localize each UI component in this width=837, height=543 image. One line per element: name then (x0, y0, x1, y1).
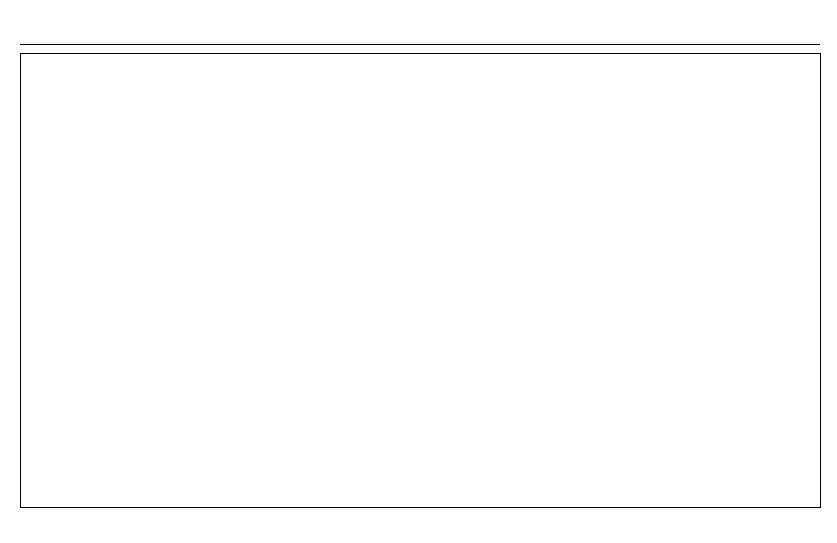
calendar-grid (20, 53, 821, 508)
title-underline (20, 44, 820, 45)
